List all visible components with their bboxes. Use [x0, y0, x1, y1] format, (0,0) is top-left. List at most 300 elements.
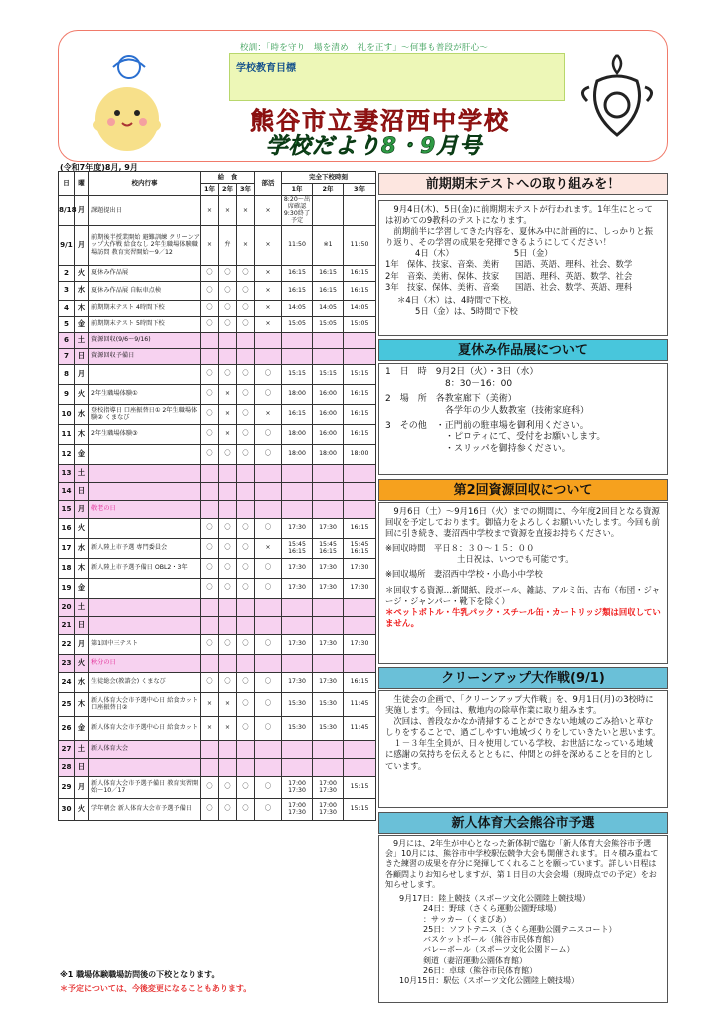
test-day-label: 5日（金）: [513, 248, 553, 259]
event-cell: 夏休み作品展: [89, 265, 201, 281]
lunch-cell: [219, 500, 237, 518]
club-cell: 〇: [255, 364, 282, 384]
club-cell: 〇: [255, 692, 282, 716]
event-cell: [89, 578, 201, 598]
club-cell: ×: [255, 316, 282, 332]
club-cell: ×: [255, 225, 282, 265]
event-cell: 2年生職場体験①: [89, 384, 201, 404]
lunch-cell: 〇: [201, 384, 219, 404]
lunch-cell: 〇: [201, 281, 219, 300]
lunch-cell: 〇: [219, 672, 237, 692]
day-cell: 15: [59, 500, 75, 518]
dismissal-cell: [313, 758, 344, 776]
test-schedule: [385, 259, 661, 292]
calendar-row: [59, 798, 376, 820]
dismissal-cell: 16:15: [282, 281, 313, 300]
event-cell: [89, 616, 201, 634]
newsletter-title: 学校だより8・9月号: [265, 134, 483, 159]
calendar-row: [59, 404, 376, 424]
dismissal-cell: 15:45 16:15: [313, 538, 344, 558]
lunch-cell: 〇: [237, 384, 255, 404]
test-section-body: [378, 200, 668, 336]
lunch-cell: [237, 348, 255, 364]
dismissal-cell: [282, 482, 313, 500]
day-cell: 4: [59, 300, 75, 316]
club-cell: 〇: [255, 384, 282, 404]
art-line: 各学年の少人数教室（技術家庭科）: [445, 405, 590, 416]
dismissal-cell: [282, 332, 313, 348]
lunch-cell: [219, 482, 237, 500]
calendar-row: [59, 716, 376, 740]
club-cell: 〇: [255, 444, 282, 464]
dismissal-cell: [344, 616, 376, 634]
lunch-cell: 〇: [219, 444, 237, 464]
sports-venue-item: 26日：卓球（熊谷市民体育館）: [423, 965, 538, 975]
recycle-time: ※回収時間 平日８：３０～１５：００: [385, 543, 535, 554]
recycle-items: ＊回収する資源…新聞紙、段ボール、雑誌、アルミ缶、古布（布団・ジャージ・ジャンパー・靴下を除く）: [385, 584, 661, 606]
lunch-cell: 〇: [201, 538, 219, 558]
test-day1: 技家、保体、美術、音楽: [407, 281, 500, 292]
lunch-cell: 〇: [237, 538, 255, 558]
lunch-cell: 〇: [237, 798, 255, 820]
lunch-cell: [237, 500, 255, 518]
dismissal-cell: [344, 740, 376, 758]
dismissal-cell: 14:05: [344, 300, 376, 316]
day-cell: 20: [59, 598, 75, 616]
dismissal-cell: [282, 758, 313, 776]
weekday-cell: 水: [75, 538, 89, 558]
weekday-cell: 火: [75, 265, 89, 281]
event-cell: 第1回中三テスト: [89, 634, 201, 654]
lunch-cell: [237, 482, 255, 500]
event-cell: 資源回収(9/6～9/16): [89, 332, 201, 348]
dismissal-cell: 15:45 16:15: [282, 538, 313, 558]
calendar-row: [59, 384, 376, 404]
test-grade: 3年: [385, 281, 399, 292]
cleanup-paragraph: １－３年生全員が、日々使用している学校、お世話になっている地域に感謝の気持ちを伝えるとともに、仲間との絆を深めることを目的としています。: [385, 738, 653, 771]
calendar-row: [59, 196, 376, 226]
club-cell: 〇: [255, 776, 282, 798]
day-cell: 13: [59, 464, 75, 482]
test-day2: 国語、社会、数学、英語、理科: [515, 281, 633, 292]
dismissal-cell: 15:30: [282, 716, 313, 740]
art-line: 2 場 所 各教室廊下（美術）: [385, 393, 517, 404]
weekday-cell: 火: [75, 518, 89, 538]
dismissal-cell: 17:00 17:30: [313, 776, 344, 798]
dismissal-cell: 17:30: [282, 672, 313, 692]
lunch-grade-header: 3年: [237, 184, 255, 196]
schedule-change-note: ＊予定については、今後変更になることもあります。: [60, 984, 252, 993]
club-cell: [255, 464, 282, 482]
event-cell: 課題提出日: [89, 196, 201, 226]
event-cell: [89, 482, 201, 500]
weekday-cell: 火: [75, 384, 89, 404]
sports-venue-item: バスケットボール（熊谷市民体育館）: [423, 935, 559, 945]
event-cell: 新人陸上市予選 専門委員会: [89, 538, 201, 558]
test-day2: 国語、理科、英語、数学、社会: [515, 270, 633, 281]
dismissal-cell: 15:05: [344, 316, 376, 332]
day-cell: 3: [59, 281, 75, 300]
dismissal-header: 完全下校時刻: [282, 172, 376, 184]
mascot-icon: [79, 47, 179, 147]
event-cell: 生徒総会(教諮会) くまなび: [89, 672, 201, 692]
school-motto: 校訓：「時を守り 場を清め 礼を正す」～何事も普段が肝心～: [239, 43, 489, 53]
weekday-cell: 水: [75, 404, 89, 424]
dismissal-cell: 16:00: [313, 424, 344, 444]
events-header: 校内行事: [89, 172, 201, 196]
lunch-header: 給 食: [201, 172, 255, 184]
dismissal-cell: 18:00: [282, 424, 313, 444]
school-name: 熊谷市立妻沼西中学校: [250, 106, 510, 135]
club-cell: 〇: [255, 578, 282, 598]
weekday-cell: 火: [75, 798, 89, 820]
dismissal-cell: 16:15: [344, 404, 376, 424]
calendar-row: [59, 281, 376, 300]
sports-venue-item: 25日：ソフトテニス（さくら運動公園テニスコート）: [423, 924, 617, 934]
dismissal-cell: 15:30: [282, 692, 313, 716]
lunch-cell: 〇: [237, 316, 255, 332]
dismissal-cell: [313, 616, 344, 634]
test-grade-row: [385, 259, 661, 270]
calendar-row: [59, 672, 376, 692]
dismissal-cell: 17:30: [313, 518, 344, 538]
dismissal-cell: [344, 758, 376, 776]
test-day-headers: [385, 248, 661, 259]
cleanup-paragraph: 生徒会の企画で、「クリーンアップ大作戦」を、9月1日(月)の3校時に実施します。今回は、敷地内の除草作業に取り組みます。: [385, 694, 654, 716]
event-calendar: [58, 171, 376, 821]
lunch-cell: 〇: [219, 265, 237, 281]
header-banner: [58, 30, 668, 162]
dismissal-cell: [282, 654, 313, 672]
dismissal-cell: [313, 598, 344, 616]
test-day2: 国語、英語、理科、社会、数学: [515, 259, 633, 270]
day-cell: 2: [59, 265, 75, 281]
lunch-cell: 〇: [237, 716, 255, 740]
lunch-cell: [237, 598, 255, 616]
test-note: ＊4日（木）は、4時間で下校。: [397, 294, 517, 305]
dismissal-cell: 14:05: [313, 300, 344, 316]
dismissal-cell: 16:15: [344, 518, 376, 538]
art-line: 8：30－16：00: [445, 378, 513, 389]
weekday-cell: 月: [75, 196, 89, 226]
calendar-row: [59, 518, 376, 538]
calendar-row: [59, 332, 376, 348]
dismissal-cell: [344, 196, 376, 226]
dismissal-cell: [313, 500, 344, 518]
lunch-cell: 〇: [237, 265, 255, 281]
dismissal-cell: [313, 332, 344, 348]
dismissal-cell: 8:20～出席確認 9:30終了予定: [282, 196, 313, 226]
event-cell: [89, 518, 201, 538]
test-paragraph: 9月4日(木)、5日(金)に前期期末テストが行われます。1年生にとっては初めての9教科のテストになります。: [385, 204, 653, 226]
dismissal-cell: [282, 348, 313, 364]
recycle-section-body: [378, 502, 668, 664]
lunch-cell: ×: [219, 404, 237, 424]
weekday-cell: 木: [75, 300, 89, 316]
test-grade: 2年: [385, 270, 399, 281]
sports-venue-item: ：サッカー（くまびあ）: [423, 914, 511, 924]
day-cell: 29: [59, 776, 75, 798]
event-cell: [89, 464, 201, 482]
club-header: 部活: [255, 172, 282, 196]
lunch-cell: [201, 332, 219, 348]
calendar-row: [59, 464, 376, 482]
dismissal-cell: 14:05: [282, 300, 313, 316]
dismissal-cell: 17:30: [344, 634, 376, 654]
dismissal-cell: 16:00: [313, 384, 344, 404]
dismissal-cell: 16:00: [313, 404, 344, 424]
dismissal-cell: 15:15: [313, 364, 344, 384]
dismissal-grade-header: 2年: [313, 184, 344, 196]
lunch-cell: [237, 616, 255, 634]
calendar-row: [59, 225, 376, 265]
club-cell: ×: [255, 265, 282, 281]
sports-venue-item: 9月17日：陸上競技（スポーツ文化公園陸上競技場）: [399, 894, 590, 904]
event-cell: 新人体育大会市予選中心日 給食カット: [89, 716, 201, 740]
cleanup-section-title: クリーンアップ大作戦(9/1): [378, 667, 668, 689]
lunch-cell: 〇: [237, 692, 255, 716]
day-cell: 7: [59, 348, 75, 364]
event-cell: 前期期末テスト 5時間下校: [89, 316, 201, 332]
test-grade-row: [385, 271, 661, 282]
event-cell: 敬老の日: [89, 500, 201, 518]
weekday-cell: 土: [75, 598, 89, 616]
dismissal-cell: [344, 500, 376, 518]
dismissal-cell: [282, 464, 313, 482]
lunch-cell: [201, 500, 219, 518]
dismissal-cell: 15:15: [344, 776, 376, 798]
test-note: 5日（金）は、5時間で下校: [415, 305, 518, 316]
dismissal-cell: [344, 464, 376, 482]
weekday-cell: 金: [75, 316, 89, 332]
dismissal-cell: [344, 598, 376, 616]
lunch-cell: ×: [201, 716, 219, 740]
dismissal-cell: 15:15: [282, 364, 313, 384]
lunch-cell: [201, 348, 219, 364]
calendar-row: [59, 740, 376, 758]
dismissal-cell: 16:15: [313, 265, 344, 281]
weekday-cell: 木: [75, 692, 89, 716]
weekday-cell: 金: [75, 716, 89, 740]
weekday-cell: 木: [75, 558, 89, 578]
club-cell: [255, 500, 282, 518]
club-cell: [255, 482, 282, 500]
recycle-time: 土日祝は、いつでも可能です。: [457, 554, 574, 565]
lunch-cell: 〇: [237, 444, 255, 464]
lunch-cell: 〇: [201, 444, 219, 464]
dismissal-cell: 16:15: [282, 265, 313, 281]
dismissal-cell: 15:45 16:15: [344, 538, 376, 558]
lunch-cell: ×: [201, 196, 219, 226]
calendar-row: [59, 654, 376, 672]
day-cell: 21: [59, 616, 75, 634]
lunch-cell: 〇: [219, 518, 237, 538]
dismissal-cell: 17:00 17:30: [282, 798, 313, 820]
dismissal-cell: [344, 348, 376, 364]
calendar-row: [59, 692, 376, 716]
art-line: 3 その他 ・正門前の駐車場を御利用ください。: [385, 420, 589, 431]
day-cell: 9/1: [59, 225, 75, 265]
calendar-row: [59, 538, 376, 558]
day-cell: 24: [59, 672, 75, 692]
calendar-row: [59, 348, 376, 364]
sports-section-body: [378, 835, 668, 1003]
day-cell: 28: [59, 758, 75, 776]
dismissal-grade-header: 1年: [282, 184, 313, 196]
lunch-cell: [219, 332, 237, 348]
lunch-cell: [219, 348, 237, 364]
dismissal-cell: 11:50: [344, 225, 376, 265]
calendar-row: [59, 758, 376, 776]
event-cell: 新人体育大会: [89, 740, 201, 758]
dismissal-cell: 17:30: [344, 578, 376, 598]
dismissal-cell: 16:15: [344, 265, 376, 281]
day-cell: 6: [59, 332, 75, 348]
sports-venue-item: 10月15日：駅伝（スポーツ文化公園陸上競技場）: [399, 976, 580, 986]
calendar-row: [59, 616, 376, 634]
event-cell: [89, 364, 201, 384]
cleanup-section-body: [378, 690, 668, 808]
day-cell: 9: [59, 384, 75, 404]
day-cell: 16: [59, 518, 75, 538]
lunch-cell: ×: [219, 196, 237, 226]
weekday-cell: 土: [75, 464, 89, 482]
lunch-cell: [219, 654, 237, 672]
test-grade-row: [385, 282, 661, 293]
dismissal-cell: [313, 464, 344, 482]
lunch-cell: 〇: [201, 518, 219, 538]
lunch-cell: [219, 758, 237, 776]
club-cell: ×: [255, 281, 282, 300]
weekday-cell: 土: [75, 332, 89, 348]
day-cell: 11: [59, 424, 75, 444]
lunch-cell: 〇: [237, 364, 255, 384]
day-cell: 22: [59, 634, 75, 654]
dismissal-cell: 17:30: [282, 558, 313, 578]
day-cell: 17: [59, 538, 75, 558]
event-cell: 前期後半授業開始 避難訓練 クリーンアップ大作戦 給食なし 2年生職場体験職場訪問 教育実習開始～9／12: [89, 225, 201, 265]
lunch-cell: 〇: [219, 281, 237, 300]
footnote: ※1 職場体験職場訪問後の下校となります。: [60, 970, 220, 979]
sports-venue-item: 24日：野球（さくら運動公園野球場）: [423, 904, 562, 914]
day-cell: 19: [59, 578, 75, 598]
dismissal-cell: 17:30: [282, 634, 313, 654]
dismissal-cell: [344, 482, 376, 500]
event-cell: 前期期末テスト 4時間下校: [89, 300, 201, 316]
dismissal-cell: 16:15: [282, 404, 313, 424]
dismissal-cell: 15:30: [313, 692, 344, 716]
lunch-cell: [219, 598, 237, 616]
lunch-cell: 〇: [201, 578, 219, 598]
dismissal-cell: 18:00: [313, 444, 344, 464]
day-cell: 25: [59, 692, 75, 716]
lunch-cell: [237, 740, 255, 758]
lunch-cell: [237, 464, 255, 482]
lunch-cell: 〇: [201, 798, 219, 820]
dismissal-cell: [282, 616, 313, 634]
dismissal-cell: 17:30: [313, 672, 344, 692]
dismissal-cell: [282, 500, 313, 518]
weekday-cell: 水: [75, 281, 89, 300]
club-cell: [255, 348, 282, 364]
dismissal-cell: [282, 740, 313, 758]
lunch-cell: 〇: [237, 578, 255, 598]
cleanup-paragraph: 次回は、普段なかなか清掃することができない地域のごみ拾いと草むしりをすることで、過ごしやすい地域づくりをしていきたいと思います。: [385, 716, 661, 738]
weekday-cell: 日: [75, 758, 89, 776]
education-goal-label: 学校教育目標: [236, 63, 296, 74]
club-cell: [255, 740, 282, 758]
weekday-cell: 日: [75, 348, 89, 364]
dismissal-cell: 11:45: [344, 716, 376, 740]
dismissal-cell: [313, 654, 344, 672]
calendar-row: [59, 598, 376, 616]
lunch-cell: 〇: [201, 558, 219, 578]
dismissal-cell: [344, 654, 376, 672]
lunch-cell: 〇: [201, 404, 219, 424]
dismissal-cell: [313, 740, 344, 758]
day-cell: 30: [59, 798, 75, 820]
event-cell: 秋分の日: [89, 654, 201, 672]
club-cell: 〇: [255, 672, 282, 692]
event-cell: 資源回収予備日: [89, 348, 201, 364]
dismissal-cell: 18:00: [282, 444, 313, 464]
weekday-cell: 月: [75, 776, 89, 798]
dismissal-cell: 16:15: [344, 384, 376, 404]
lunch-cell: 〇: [237, 404, 255, 424]
lunch-cell: [237, 654, 255, 672]
dismissal-cell: 17:30: [313, 578, 344, 598]
weekday-cell: 土: [75, 740, 89, 758]
day-cell: 23: [59, 654, 75, 672]
dismissal-cell: 16:15: [344, 672, 376, 692]
dismissal-cell: 15:30: [313, 716, 344, 740]
school-crest-icon: [577, 51, 657, 141]
weekday-cell: 日: [75, 482, 89, 500]
weekday-cell: 金: [75, 444, 89, 464]
lunch-cell: ×: [219, 424, 237, 444]
club-cell: ×: [255, 196, 282, 226]
club-cell: 〇: [255, 634, 282, 654]
lunch-cell: 〇: [201, 300, 219, 316]
lunch-cell: 〇: [201, 364, 219, 384]
dismissal-grade-header: 3年: [344, 184, 376, 196]
school-year-label: (令和7年度)8月, 9月: [60, 163, 138, 172]
lunch-cell: [237, 758, 255, 776]
day-cell: 12: [59, 444, 75, 464]
lunch-cell: [201, 464, 219, 482]
club-cell: 〇: [255, 558, 282, 578]
dismissal-cell: 16:15: [344, 281, 376, 300]
day-cell: 5: [59, 316, 75, 332]
test-grade: 1年: [385, 259, 399, 270]
event-cell: 夏休み作品展 自転車点検: [89, 281, 201, 300]
lunch-cell: 〇: [201, 634, 219, 654]
lunch-cell: 〇: [219, 558, 237, 578]
day-cell: 10: [59, 404, 75, 424]
dismissal-cell: 11:45: [344, 692, 376, 716]
calendar-row: [59, 500, 376, 518]
lunch-cell: [237, 332, 255, 348]
calendar-row: [59, 776, 376, 798]
calendar-row: [59, 265, 376, 281]
sports-venue-list: [385, 894, 661, 986]
dismissal-cell: 16:15: [344, 424, 376, 444]
lunch-cell: 〇: [237, 518, 255, 538]
dismissal-cell: 17:30: [282, 518, 313, 538]
day-cell: 14: [59, 482, 75, 500]
lunch-cell: ×: [219, 716, 237, 740]
calendar-row: [59, 634, 376, 654]
